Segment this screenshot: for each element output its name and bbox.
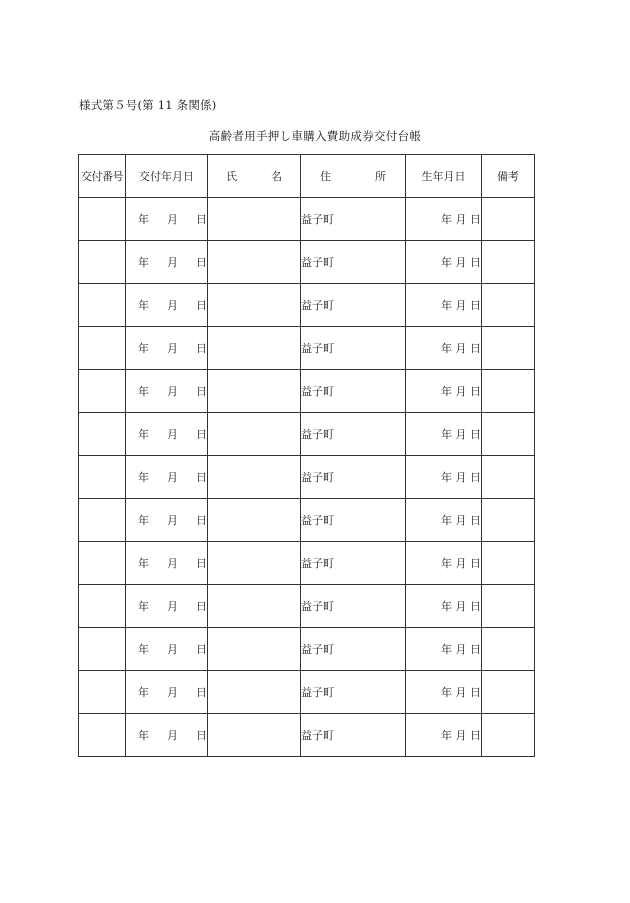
birth-date-label: 年 月 日 bbox=[441, 213, 481, 226]
issue-number-cell[interactable] bbox=[79, 327, 126, 370]
table-row bbox=[79, 241, 535, 284]
remarks-cell[interactable] bbox=[482, 241, 535, 284]
issue-day-label: 日 bbox=[196, 299, 207, 312]
name-cell[interactable] bbox=[208, 628, 301, 671]
issue-number-cell[interactable] bbox=[79, 499, 126, 542]
header-name-left: 氏 bbox=[226, 170, 237, 183]
header-issue-number: 交付番号 bbox=[79, 155, 126, 198]
address-prefix: 益子町 bbox=[301, 428, 334, 441]
birth-date-cell[interactable] bbox=[406, 542, 482, 585]
birth-date-label: 年 月 日 bbox=[441, 342, 481, 355]
remarks-cell[interactable] bbox=[482, 198, 535, 241]
address-cell[interactable] bbox=[301, 198, 406, 241]
issue-number-cell[interactable] bbox=[79, 413, 126, 456]
issue-month-label: 月 bbox=[167, 385, 178, 398]
form-number: 様式第５号(第 11 条関係) bbox=[79, 98, 217, 112]
address-prefix: 益子町 bbox=[301, 256, 334, 269]
issue-year-label: 年 bbox=[138, 729, 149, 742]
issue-month-label: 月 bbox=[167, 342, 178, 355]
issue-number-cell[interactable] bbox=[79, 542, 126, 585]
issue-day-label: 日 bbox=[196, 342, 207, 355]
birth-date-label: 年 月 日 bbox=[441, 385, 481, 398]
issue-date-cell[interactable] bbox=[126, 671, 208, 714]
issue-date-cell[interactable] bbox=[126, 628, 208, 671]
issue-year-label: 年 bbox=[138, 213, 149, 226]
issue-number-cell[interactable] bbox=[79, 198, 126, 241]
issue-number-cell[interactable] bbox=[79, 370, 126, 413]
issue-month-label: 月 bbox=[167, 299, 178, 312]
birth-date-label: 年 月 日 bbox=[441, 471, 481, 484]
birth-date-cell[interactable] bbox=[406, 499, 482, 542]
address-prefix: 益子町 bbox=[301, 471, 334, 484]
name-cell[interactable] bbox=[208, 198, 301, 241]
address-cell[interactable] bbox=[301, 628, 406, 671]
issue-month-label: 月 bbox=[167, 471, 178, 484]
name-cell[interactable] bbox=[208, 585, 301, 628]
issue-date-cell[interactable] bbox=[126, 198, 208, 241]
issue-year-label: 年 bbox=[138, 643, 149, 656]
name-cell[interactable] bbox=[208, 671, 301, 714]
address-cell[interactable] bbox=[301, 284, 406, 327]
issue-month-label: 月 bbox=[167, 256, 178, 269]
name-cell[interactable] bbox=[208, 284, 301, 327]
table-row bbox=[79, 370, 535, 413]
birth-date-cell[interactable] bbox=[406, 370, 482, 413]
issue-number-cell[interactable] bbox=[79, 456, 126, 499]
birth-date-cell[interactable] bbox=[406, 671, 482, 714]
issue-day-label: 日 bbox=[196, 557, 207, 570]
table-row bbox=[79, 585, 535, 628]
table-row bbox=[79, 714, 535, 757]
ledger-header bbox=[79, 155, 535, 198]
header-birth-date: 生年月日 bbox=[406, 155, 482, 198]
name-cell[interactable] bbox=[208, 456, 301, 499]
birth-date-cell[interactable] bbox=[406, 714, 482, 757]
ledger-table bbox=[78, 154, 535, 757]
issue-month-label: 月 bbox=[167, 514, 178, 527]
issue-date-cell[interactable] bbox=[126, 327, 208, 370]
birth-date-cell[interactable] bbox=[406, 456, 482, 499]
address-prefix: 益子町 bbox=[301, 385, 334, 398]
table-row bbox=[79, 499, 535, 542]
name-cell[interactable] bbox=[208, 413, 301, 456]
issue-year-label: 年 bbox=[138, 342, 149, 355]
table-row bbox=[79, 542, 535, 585]
issue-date-cell[interactable] bbox=[126, 456, 208, 499]
issue-day-label: 日 bbox=[196, 643, 207, 656]
address-prefix: 益子町 bbox=[301, 686, 334, 699]
birth-date-label: 年 月 日 bbox=[441, 428, 481, 441]
issue-year-label: 年 bbox=[138, 299, 149, 312]
birth-date-cell[interactable] bbox=[406, 585, 482, 628]
birth-date-label: 年 月 日 bbox=[441, 557, 481, 570]
table-row bbox=[79, 456, 535, 499]
address-cell[interactable] bbox=[301, 456, 406, 499]
issue-year-label: 年 bbox=[138, 385, 149, 398]
issue-month-label: 月 bbox=[167, 428, 178, 441]
header-address bbox=[301, 155, 406, 198]
issue-day-label: 日 bbox=[196, 213, 207, 226]
remarks-cell[interactable] bbox=[482, 714, 535, 757]
birth-date-cell[interactable] bbox=[406, 628, 482, 671]
birth-date-cell[interactable] bbox=[406, 241, 482, 284]
birth-date-label: 年 月 日 bbox=[441, 686, 481, 699]
name-cell[interactable] bbox=[208, 327, 301, 370]
name-cell[interactable] bbox=[208, 241, 301, 284]
issue-date-cell[interactable] bbox=[126, 413, 208, 456]
address-prefix: 益子町 bbox=[301, 213, 334, 226]
table-row bbox=[79, 413, 535, 456]
ledger-body bbox=[79, 198, 535, 757]
header-row bbox=[79, 155, 535, 198]
issue-year-label: 年 bbox=[138, 557, 149, 570]
header-name-right: 名 bbox=[271, 170, 282, 183]
remarks-cell[interactable] bbox=[482, 413, 535, 456]
issue-year-label: 年 bbox=[138, 471, 149, 484]
address-cell[interactable] bbox=[301, 499, 406, 542]
remarks-cell[interactable] bbox=[482, 671, 535, 714]
birth-date-label: 年 月 日 bbox=[441, 256, 481, 269]
header-address-right: 所 bbox=[375, 170, 386, 183]
issue-number-cell[interactable] bbox=[79, 671, 126, 714]
address-prefix: 益子町 bbox=[301, 342, 334, 355]
name-cell[interactable] bbox=[208, 542, 301, 585]
issue-year-label: 年 bbox=[138, 256, 149, 269]
birth-date-label: 年 月 日 bbox=[441, 514, 481, 527]
table-row bbox=[79, 628, 535, 671]
address-cell[interactable] bbox=[301, 714, 406, 757]
name-cell[interactable] bbox=[208, 370, 301, 413]
issue-day-label: 日 bbox=[196, 471, 207, 484]
issue-month-label: 月 bbox=[167, 557, 178, 570]
address-cell[interactable] bbox=[301, 370, 406, 413]
issue-day-label: 日 bbox=[196, 385, 207, 398]
issue-month-label: 月 bbox=[167, 686, 178, 699]
issue-number-cell[interactable] bbox=[79, 241, 126, 284]
issue-date-cell[interactable] bbox=[126, 499, 208, 542]
page-title: 高齢者用手押し車購入費助成券交付台帳 bbox=[208, 129, 422, 143]
issue-date-cell[interactable] bbox=[126, 542, 208, 585]
address-cell[interactable] bbox=[301, 671, 406, 714]
address-cell[interactable] bbox=[301, 241, 406, 284]
remarks-cell[interactable] bbox=[482, 327, 535, 370]
header-issue-date: 交付年月日 bbox=[126, 155, 208, 198]
birth-date-label: 年 月 日 bbox=[441, 600, 481, 613]
issue-number-cell[interactable] bbox=[79, 628, 126, 671]
remarks-cell[interactable] bbox=[482, 628, 535, 671]
address-cell[interactable] bbox=[301, 585, 406, 628]
remarks-cell[interactable] bbox=[482, 456, 535, 499]
issue-date-cell[interactable] bbox=[126, 284, 208, 327]
name-cell[interactable] bbox=[208, 714, 301, 757]
remarks-cell[interactable] bbox=[482, 542, 535, 585]
issue-number-cell[interactable] bbox=[79, 284, 126, 327]
birth-date-label: 年 月 日 bbox=[441, 299, 481, 312]
issue-month-label: 月 bbox=[167, 213, 178, 226]
issue-month-label: 月 bbox=[167, 600, 178, 613]
issue-number-cell[interactable] bbox=[79, 714, 126, 757]
issue-day-label: 日 bbox=[196, 514, 207, 527]
header-name bbox=[208, 155, 301, 198]
header-address-left: 住 bbox=[320, 170, 331, 183]
table-row bbox=[79, 327, 535, 370]
birth-date-cell[interactable] bbox=[406, 327, 482, 370]
name-cell[interactable] bbox=[208, 499, 301, 542]
birth-date-cell[interactable] bbox=[406, 413, 482, 456]
issue-date-cell[interactable] bbox=[126, 585, 208, 628]
issue-day-label: 日 bbox=[196, 729, 207, 742]
address-cell[interactable] bbox=[301, 413, 406, 456]
address-prefix: 益子町 bbox=[301, 299, 334, 312]
issue-date-cell[interactable] bbox=[126, 370, 208, 413]
address-prefix: 益子町 bbox=[301, 600, 334, 613]
table-row bbox=[79, 198, 535, 241]
birth-date-label: 年 月 日 bbox=[441, 643, 481, 656]
table-row bbox=[79, 671, 535, 714]
issue-year-label: 年 bbox=[138, 686, 149, 699]
remarks-cell[interactable] bbox=[482, 585, 535, 628]
issue-month-label: 月 bbox=[167, 643, 178, 656]
issue-month-label: 月 bbox=[167, 729, 178, 742]
address-cell[interactable] bbox=[301, 542, 406, 585]
birth-date-cell[interactable] bbox=[406, 284, 482, 327]
birth-date-label: 年 月 日 bbox=[441, 729, 481, 742]
table-row bbox=[79, 284, 535, 327]
address-prefix: 益子町 bbox=[301, 729, 334, 742]
remarks-cell[interactable] bbox=[482, 370, 535, 413]
issue-day-label: 日 bbox=[196, 600, 207, 613]
address-cell[interactable] bbox=[301, 327, 406, 370]
birth-date-cell[interactable] bbox=[406, 198, 482, 241]
issue-year-label: 年 bbox=[138, 600, 149, 613]
issue-day-label: 日 bbox=[196, 686, 207, 699]
issue-day-label: 日 bbox=[196, 428, 207, 441]
issue-day-label: 日 bbox=[196, 256, 207, 269]
issue-year-label: 年 bbox=[138, 514, 149, 527]
issue-date-cell[interactable] bbox=[126, 241, 208, 284]
issue-number-cell[interactable] bbox=[79, 585, 126, 628]
remarks-cell[interactable] bbox=[482, 499, 535, 542]
issue-date-cell[interactable] bbox=[126, 714, 208, 757]
issue-year-label: 年 bbox=[138, 428, 149, 441]
header-remarks: 備考 bbox=[482, 155, 535, 198]
remarks-cell[interactable] bbox=[482, 284, 535, 327]
address-prefix: 益子町 bbox=[301, 643, 334, 656]
address-prefix: 益子町 bbox=[301, 557, 334, 570]
address-prefix: 益子町 bbox=[301, 514, 334, 527]
